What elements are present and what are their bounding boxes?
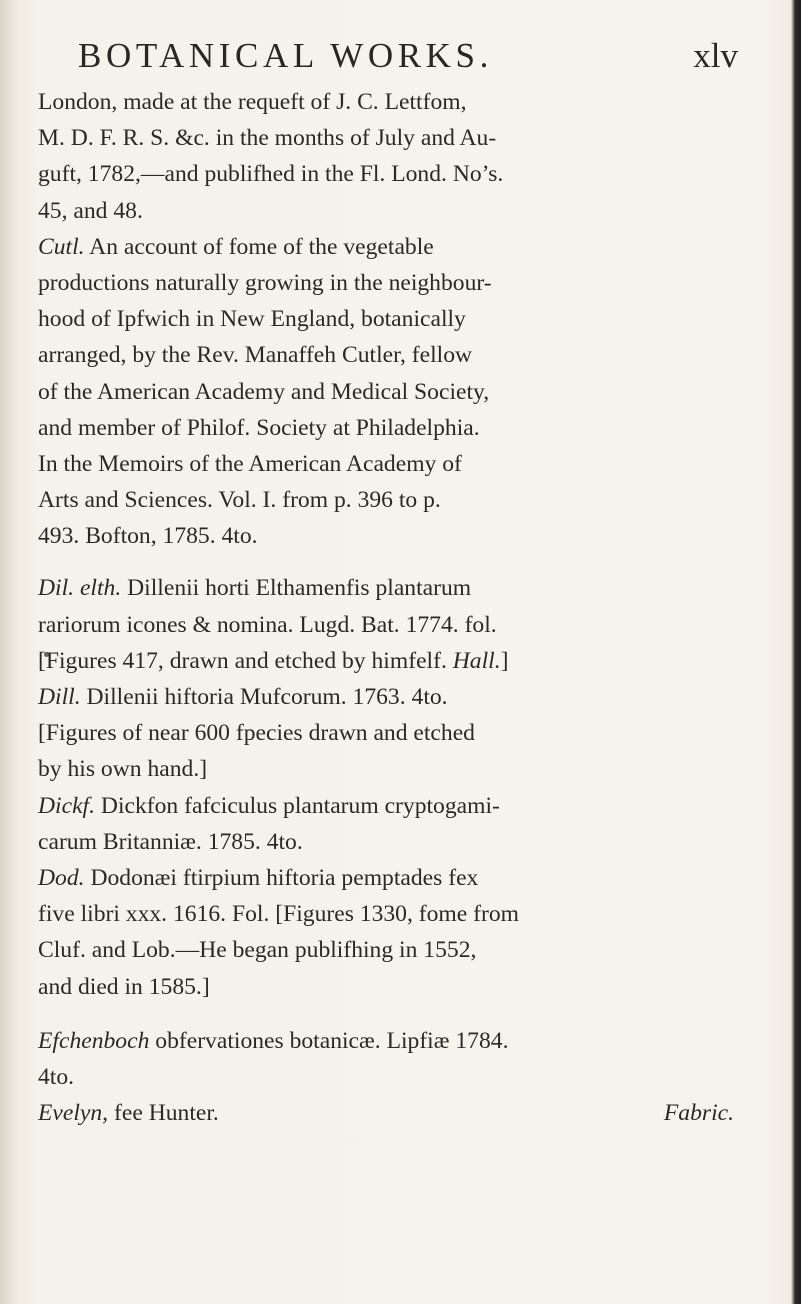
text-line: and died in 1585.] [38,973,210,1000]
text-line: Cutl. An account of fome of the vegetable [38,233,434,260]
entry-efchenboch [38,1023,738,1095]
text-line: London, made at the requeft of J. C. Lettfom, [38,89,467,115]
text-line: Dickf. Dickfon fafciculus plantarum cryptogami- [38,792,500,819]
text-line: Dill. Dillenii hiftoria Mufcorum. 1763. 4to. [38,684,448,710]
text-line: Arts and Sciences. Vol. I. from p. 396 to p. [38,487,441,514]
entry-abbreviation: Dill. [38,684,81,710]
text-line: hood of Ipfwich in New England, botanically [38,306,466,333]
entry-spacer [38,1005,738,1023]
entry-dil-elth [38,570,738,679]
entry-dill [38,679,738,788]
page-edge-shadow [791,0,801,1304]
text-line: productions naturally growing in the neighbour- [38,269,492,296]
entry-abbreviation: Efchenboch [38,1027,150,1054]
text-line: M. D. F. R. S. &c. in the months of July and Au- [38,125,497,152]
text-line: by his own hand.] [38,756,208,783]
text-line: carum Britanniæ. 1785. 4to. [38,828,303,855]
running-title: BOTANICAL WORKS. [78,36,493,75]
entry-dickf [38,788,738,860]
entry-evelyn: Evelyn, fee Hunter. Fabric. [38,1095,738,1131]
entry-abbreviation: Dickf. [38,792,95,819]
entry-cutl [38,229,738,555]
text-line: Cluf. and Lob.—He began publifhing in 1552, [38,937,477,964]
text-line: Dod. Dodonæi ftirpium hiftoria pemptades fex [38,864,479,891]
entry-abbreviation: Cutl. [38,233,85,260]
text-line: Dil. elth. Dillenii horti Elthamenfis plantarum [38,575,472,602]
entry-abbreviation: Dil. elth. [38,575,122,602]
entry-dod [38,860,738,1005]
entry-london [38,84,738,229]
text-line: 45, and 48. [38,197,143,224]
text-line: 493. Bofton, 1785. 4to. [38,523,258,550]
entry-spacer [38,554,738,570]
text-line: of the American Academy and Medical Society, [38,378,490,405]
text-line: In the Memoirs of the American Academy of [38,450,462,477]
text-line: rariorum icones & nomina. Lugd. Bat. 1774. fol. [38,611,497,638]
catchword: Fabric. [663,1100,734,1127]
text-line: Efchenboch obfervationes botanicæ. Lipfiæ 1784. [38,1027,509,1054]
entry-abbreviation: Dod. [38,864,85,891]
text-line: 4to. [38,1063,75,1090]
entry-abbreviation: Evelyn, [38,1100,109,1127]
bibliography-text [38,84,738,1131]
page-gutter-shadow [0,0,18,1304]
text-line: guft, 1782,—and publifhed in the Fl. Lond. No’s. [38,161,504,188]
text-line: arranged, by the Rev. Manaffeh Cutler, fellow [38,342,473,369]
text-line: [Figures 417, drawn and etched by himfelf. Hall.] [38,647,509,674]
text-line: [Figures of near 600 fpecies drawn and etched [38,720,475,747]
page-header [78,36,738,76]
page-number: xlv [693,36,738,75]
text-line: five libri xxx. 1616. Fol. [Figures 1330, fome from [38,901,519,928]
text-line: and member of Philof. Society at Philadelphia. [38,414,480,441]
